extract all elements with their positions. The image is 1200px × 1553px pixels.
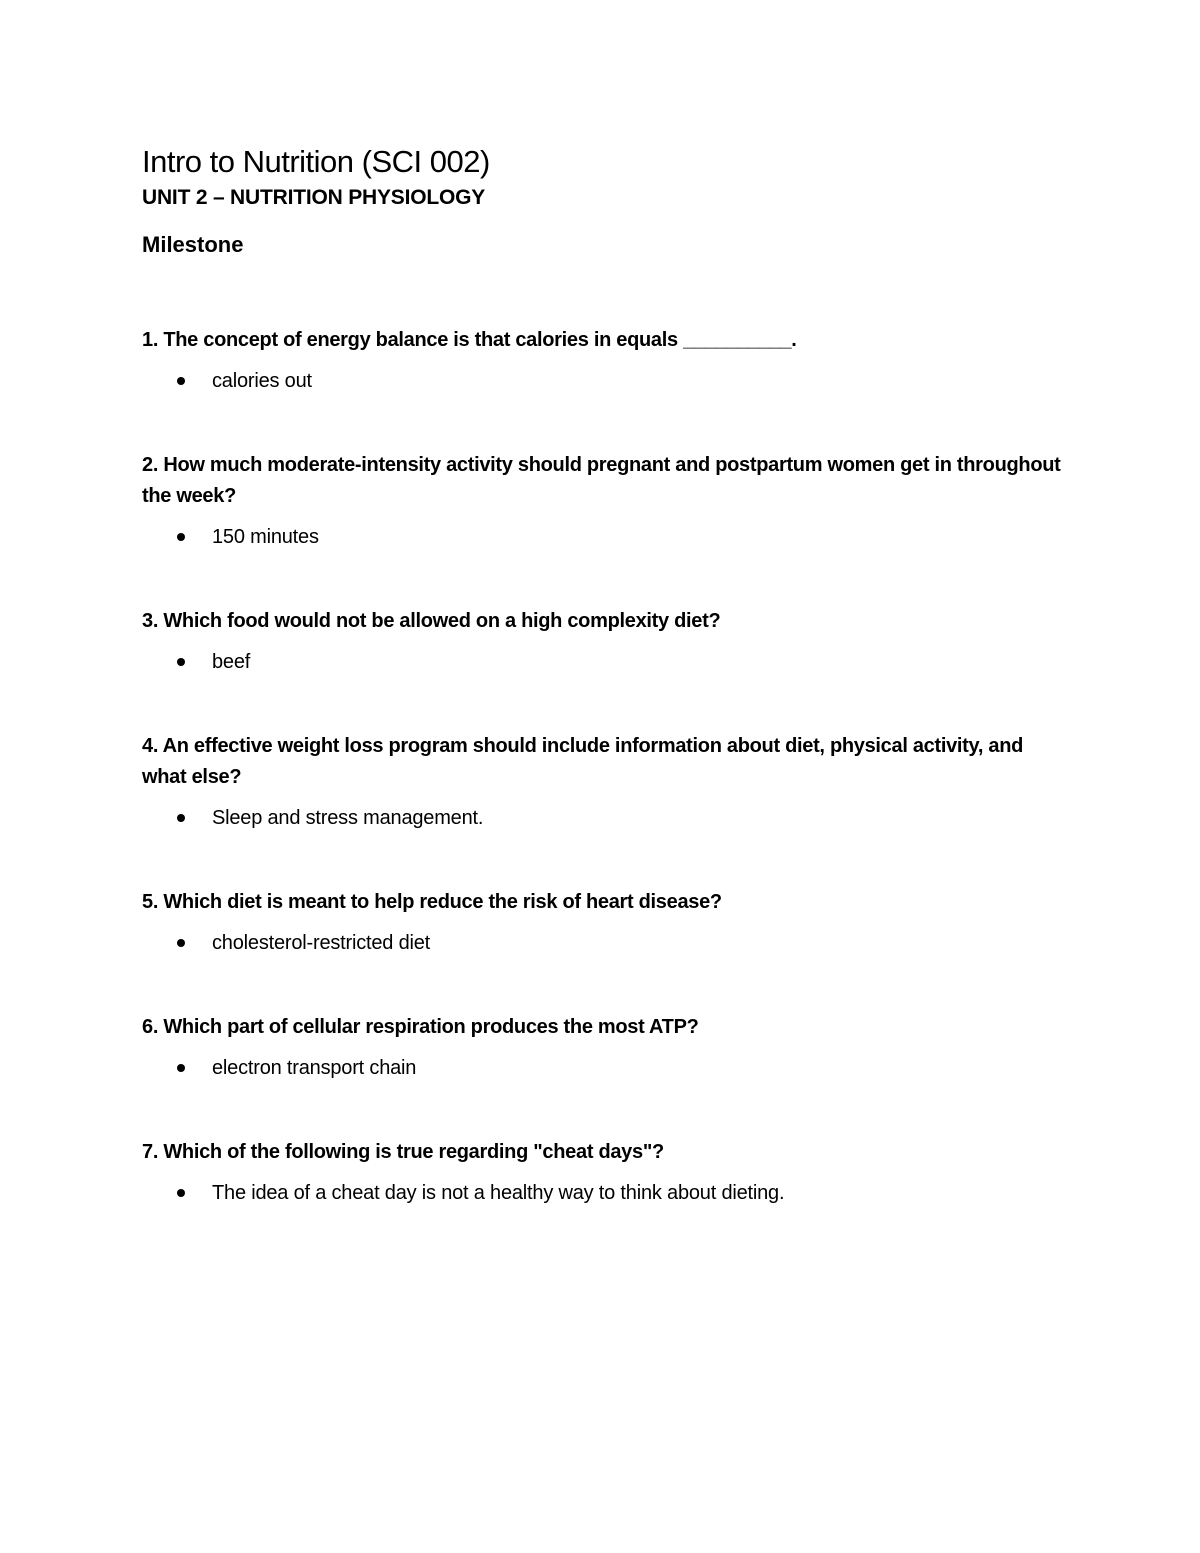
document-title: Intro to Nutrition (SCI 002)	[142, 144, 490, 179]
answer-list	[142, 805, 1062, 831]
unit-heading: UNIT 2 – NUTRITION PHYSIOLOGY	[142, 186, 486, 209]
bullet-icon	[177, 658, 185, 666]
question-text: 7. Which of the following is true regarding "cheat days"?	[142, 1141, 664, 1163]
question-text: 3. Which food would not be allowed on a high complexity diet?	[142, 610, 721, 632]
question-item	[142, 887, 1062, 956]
answer-text: 150 minutes	[212, 526, 319, 548]
answer-list	[142, 930, 1062, 956]
answer-text: cholesterol-restricted diet	[212, 932, 431, 954]
bullet-icon	[177, 939, 185, 947]
bullet-icon	[177, 533, 185, 541]
question-text: 6. Which part of cellular respiration produces the most ATP?	[142, 1016, 699, 1038]
bullet-icon	[177, 1189, 185, 1197]
question-text: 5. Which diet is meant to help reduce the risk of heart disease?	[142, 891, 722, 913]
answer-text: electron transport chain	[212, 1057, 417, 1079]
answer-list	[142, 524, 1062, 550]
question-item	[142, 606, 1062, 675]
answer-item	[142, 930, 1062, 956]
answer-text: The idea of a cheat day is not a healthy way to think about dieting.	[212, 1182, 785, 1204]
question-text: 1. The concept of energy balance is that calories in equals __________.	[142, 329, 797, 351]
bullet-icon	[177, 1064, 185, 1072]
document-content	[142, 143, 1062, 1262]
answer-text: calories out	[212, 370, 312, 392]
question-item	[142, 731, 1062, 831]
question-text: 4. An effective weight loss program should include information about diet, physical activity, and what else?	[142, 735, 1024, 788]
answer-item	[142, 805, 1062, 831]
question-list	[142, 325, 1062, 1206]
question-item	[142, 1012, 1062, 1081]
answer-item	[142, 368, 1062, 394]
bullet-icon	[177, 814, 185, 822]
answer-list	[142, 1055, 1062, 1081]
answer-list	[142, 1180, 1062, 1206]
question-item	[142, 325, 1062, 394]
answer-text: Sleep and stress management.	[212, 807, 484, 829]
section-heading: Milestone	[142, 232, 244, 257]
question-item	[142, 1137, 1062, 1206]
answer-list	[142, 368, 1062, 394]
bullet-icon	[177, 377, 185, 385]
question-item	[142, 450, 1062, 550]
question-text: 2. How much moderate-intensity activity should pregnant and postpartum women get in throughout the week?	[142, 454, 1061, 507]
answer-item	[142, 1055, 1062, 1081]
answer-text: beef	[212, 651, 251, 673]
answer-item	[142, 1180, 1062, 1206]
answer-list	[142, 649, 1062, 675]
answer-item	[142, 524, 1062, 550]
answer-item	[142, 649, 1062, 675]
